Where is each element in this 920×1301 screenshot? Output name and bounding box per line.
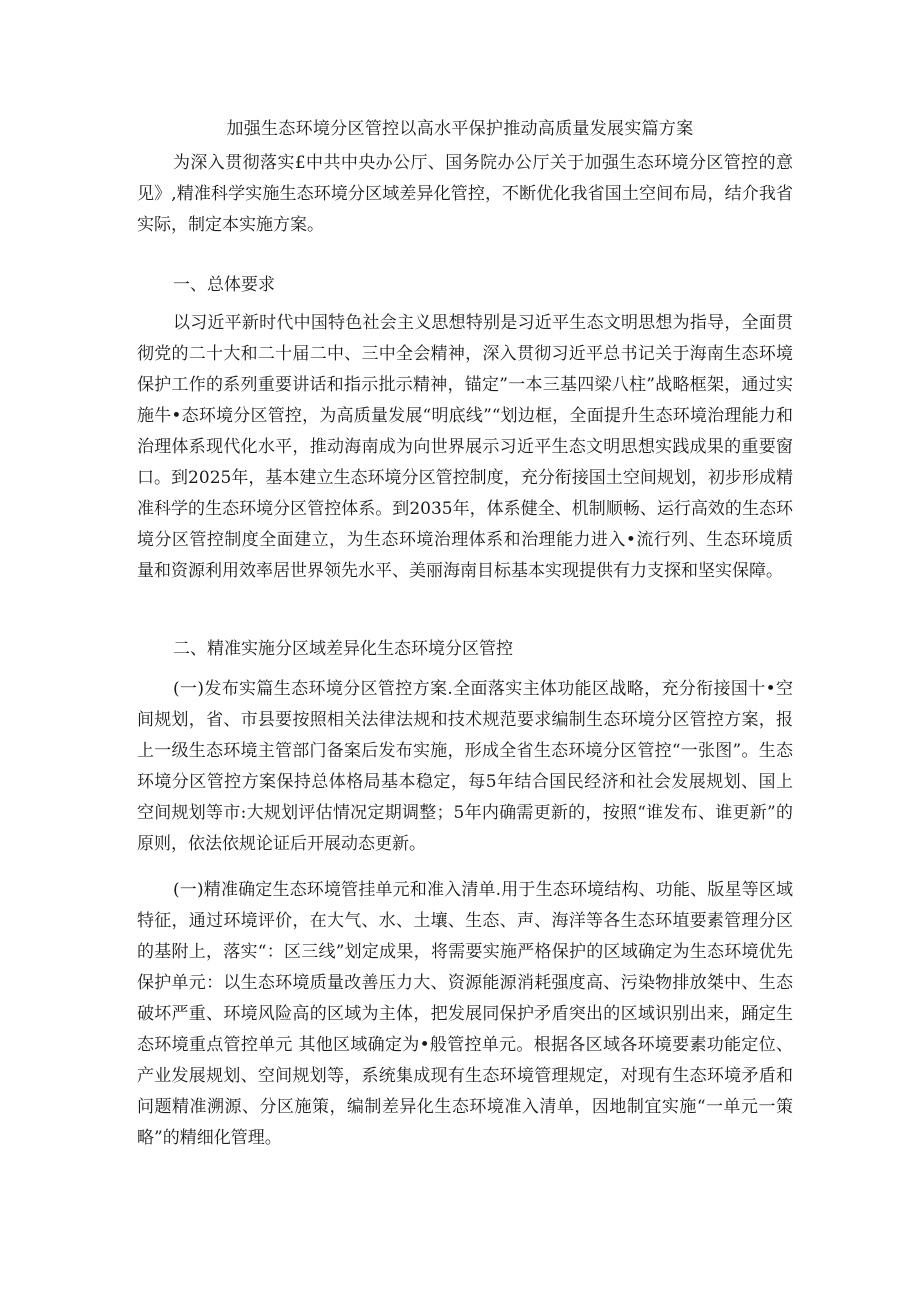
section-two-paragraph-2: (一)精准确定生态环境管挂单元和准入清单.用于生态环境结构、功能、版星等区域特征，通过环境评价，在大气、水、土壤、生态、声、海洋等各生态环埴要素管理分区的基附上，落实“：区三线”划定成果，将需要实施严格保护的区域确定为生态环境优先保护单元：以生态环境质量改善压力大、资源能源消耗强度高、污染物排放桀中、生态破坏严重、环境风险高的区域为主体，把发展同保护矛盾突出的区域识别出来，踊定生态环境重点管控单元 其他区域确定为•般管控单元。根据各区域各环境要素功能定位、产业发展规划、空间规划等，系统集成现有生态环境管理规定，对现有生态环境矛盾和问题精准溯源、分区施策，编制差异化生态环境准入清单，因地制宜实施“一单元一策略”的精细化管理。 (137, 880, 793, 1148)
section-two-heading: 二、精准实施分区域差异化生态环境分区管控 (173, 639, 513, 659)
document-title: 加强生态环境分区管控以高水平保护推动高质量发展实篇方案 (226, 119, 694, 139)
section-two-paragraph-1: (一)发布实篇生态环境分区管控方案.全面落实主体功能区战略，充分衔接国十•空间规划，省、市县要按照相关法律法规和技术规范要求编制生态环境分区管控方案，报上一级生态环境主管部门备案后发布实施，形成全省生态环境分区管控“一张图”。生态环境分区管控方案保持总体格局基本稳定，每5年结合国民经济和社会发展规划、国上空间规划等市:大规划评估情况定期调整；5年内确需更新的，按照“谁发布、谁更新”的原则，依法依规论证后开展动态更新。 (137, 679, 793, 854)
section-one-paragraph: 以习近平新时代中国特色社会主义思想特别是习近平生态文明思想为指导，全面贯彻党的二十大和二十届二中、三中全会精神，深入贯彻习近平总书记关于海南生态环境保护工作的系列重要讲话和指示批示精神，锚定”一本三基四梁八柱”战略框架，通过实施牛•态环境分区管控，为高质量发展“明底线”“划边框，全面提升生态环境治理能力和治理体系现代化水平，推动海南成为向世界展示习近平生态文明思想实践成果的重要窗口。到2025年，基本建立生态环境分区管控制度，充分衔接国土空间规划，初步形成精准科学的生态环境分区管控体系。到2035年，体系健全、机制顺畅、运行高效的生态环境分区管控制度全面建立，为生态环境治理体系和治理能力进入•流行列、生态环境质量和资源利用效率居世界领先水平、美丽海南目标基本实现提供有力支探和坚实保障。 (137, 313, 793, 581)
section-one-heading: 一、总体要求 (173, 275, 275, 295)
intro-paragraph: 为深入贯彻落实£中共中央办公厅、国务院办公厅关于加强生态环境分区管控的意见》,精准科学实施生态环境分区域差异化管控，不断优化我省国土空间布局，结介我省实际，制定本实施方案。 (137, 153, 793, 235)
